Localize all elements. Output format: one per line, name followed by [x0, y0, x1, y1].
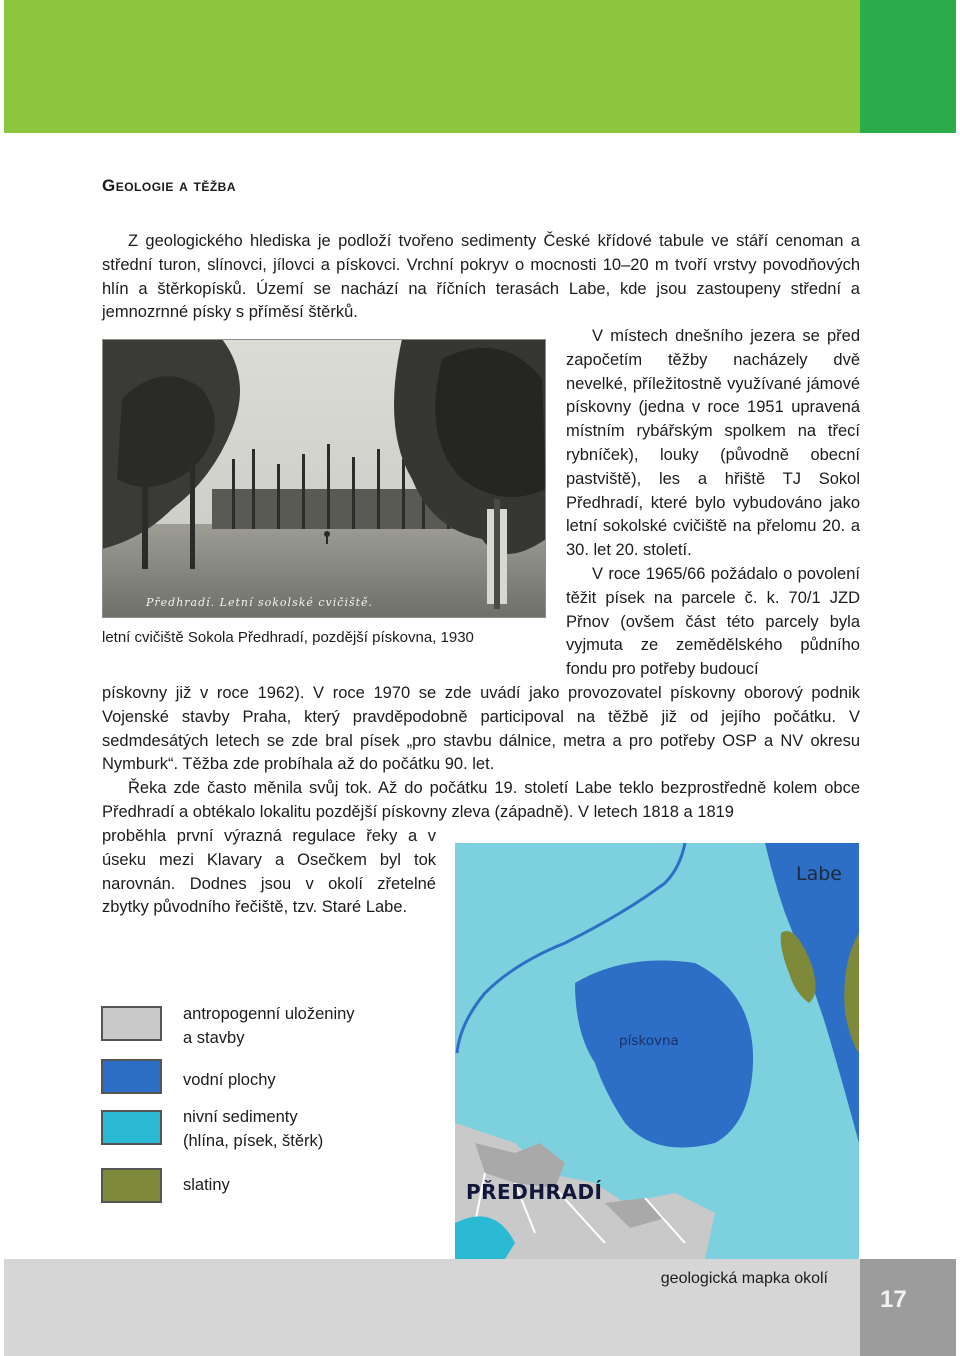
legend-label-anthropogenic	[183, 1003, 355, 1051]
paragraph-river-regulation: proběhla první výrazná regulace řeky a v úseku mezi Klavary a Osečkem byl tok narovnán. Dodnes jsou v okolí zřetelné zbytky původního řečiště, tzv. Staré Labe.	[102, 827, 436, 917]
section-title: Geologie a těžba	[102, 176, 237, 195]
map-caption: geologická mapka okolí	[660, 1270, 828, 1287]
map-label-pit: pískovna	[619, 1033, 679, 1049]
paragraph-mining-continued: pískovny již v roce 1962). V roce 1970 se zde uvádí jako provozovatel pískovny oborový podnik Vojenské stavby Praha, který pravděpodobně participoval na těžbě již od jejího počátku. V sedmdesátých letech se zde bral písek „pro stavbu dálnice, metra a pro potřeby OSP a NV okresu Nymburk“. Těžba zde probíhala až do počátku 90. let.	[102, 684, 860, 774]
paragraph-before-mining: V místech dnešního jezera se před započetím těžby nacházely dvě nevelké, příležitostně využívané jámové pískovny (jedna v roce 1951 upravená místním rybářským spolkem na třecí rybníček), louky (původně obecní pastviště), les a hřiště TJ Sokol Předhradí, které bylo vybudováno jako letní sokolské cvičiště na přelomu 20. a 30. let 20. století.	[566, 327, 860, 560]
legend-label-sediments: nivní sedimenty (hlína, písek, štěrk)	[183, 1108, 324, 1150]
legend-label-peat: slatiny	[183, 1176, 230, 1194]
legend-swatch-anthropogenic	[101, 1006, 162, 1041]
map-label-river: Labe	[796, 863, 842, 885]
photo-caption: letní cvičiště Sokola Předhradí, pozdější pískovna, 1930	[102, 629, 474, 646]
paragraph-mining-permit: V roce 1965/66 požádalo o povolení těžit písek na parcele č. k. 70/1 JZD Přnov (ovšem část této parcely byla vyjmuta ze zemědělského půdního fondu pro potřeby budoucí	[566, 565, 860, 679]
paragraph-river-history: Řeka zde často měnila svůj tok. Až do počátku 19. století Labe teklo bezprostředně kolem obce Předhradí a obtékalo lokalitu pozdější pískovny zleva (západně). V letech 1818 a 1819	[102, 779, 860, 821]
legend-swatch-water	[101, 1059, 162, 1094]
page-number-box	[860, 1259, 956, 1356]
historic-photo	[102, 339, 546, 618]
legend-label-anthropogenic-text: antropogenní uloženiny a stavby	[183, 1005, 355, 1047]
legend-label-water: vodní plochy	[183, 1071, 276, 1089]
photo-inscription: Předhradí. Letní sokolské cvičiště.	[146, 596, 374, 609]
page-number: 17	[880, 1286, 907, 1313]
paragraph-geology: Z geologického hlediska je podloží tvořeno sedimenty České křídové tabule ve stáří cenoman a střední turon, slínovci, jílovci a pískovci. Vrchní pokryv o mocnosti 10–20 m tvoří vrstvy povodňových hlín a štěrkopísků. Území se nachází na říčních terasách Labe, kde jsou zastoupeny střední a jemnozrnné písky s příměsí štěrků.	[102, 232, 860, 322]
legend-swatch-peat	[101, 1168, 162, 1203]
photo-illustration	[102, 339, 546, 618]
map-label-village: PŘEDHRADÍ	[466, 1180, 603, 1204]
geological-map	[455, 843, 859, 1259]
legend-swatch-sediments	[101, 1110, 162, 1145]
header-band	[4, 0, 860, 133]
header-accent-band	[860, 0, 956, 133]
